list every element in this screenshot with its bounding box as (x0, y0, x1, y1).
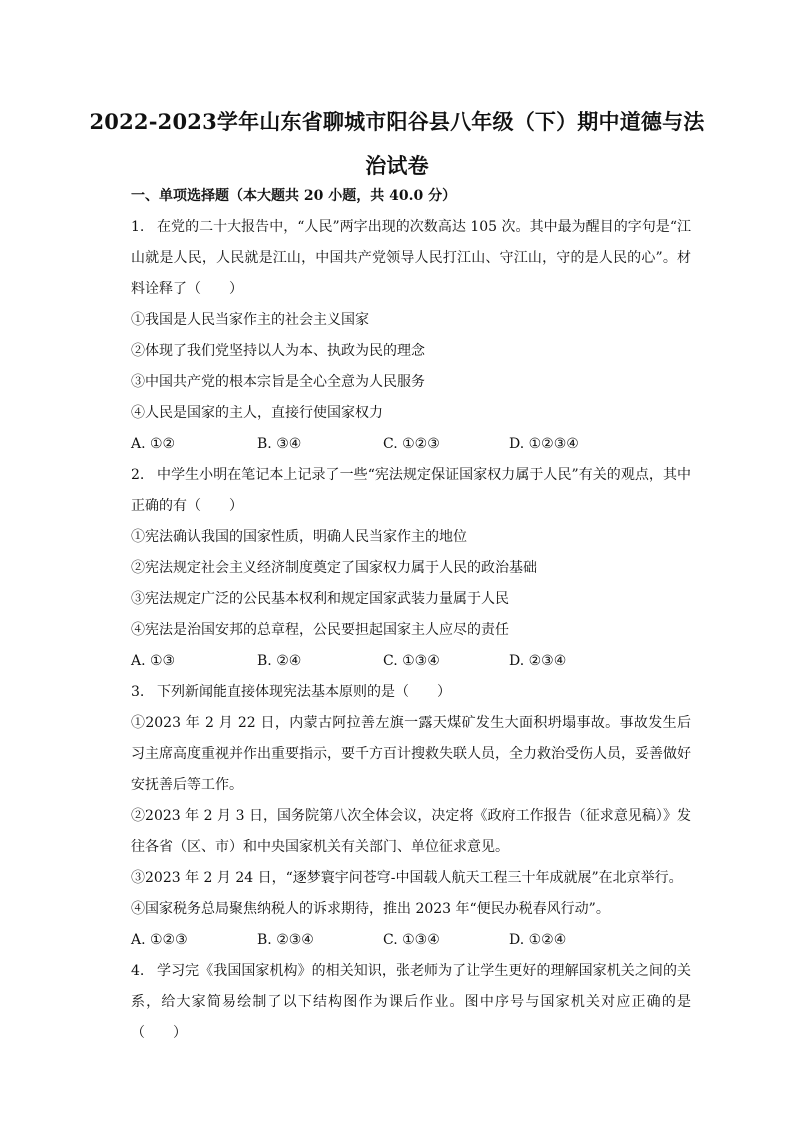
question-text: 在党的二十大报告中，“人民”两字出现的次数高达 105 次。其中最为醒目的字句是“江山就是人民，人民就是江山，中国共产党领导人民打江山、守江山，守的是人民的心”。材料诠释了（ ） (131, 219, 691, 297)
option-a: A. ①② (131, 436, 176, 452)
question-text: 下列新闻能直接体现宪法基本原则的是（ ） (157, 684, 451, 700)
option-d: D. ①②④ (509, 932, 567, 948)
statement-item: ④人民是国家的主人，直接行使国家权力 (131, 405, 383, 421)
statement-item: ④国家税务总局聚焦纳税人的诉求期待，推出 2023 年“便民办税春风行动”。 (131, 901, 610, 917)
statement-item: ①2023 年 2 月 22 日，内蒙古阿拉善左旗一露天煤矿发生大面积坍塌事故。事故发生后习主席高度重视并作出重要指示，要千方百计搜救失联人员，全力救治受伤人员，妥善做好安抚善后等工作。 (131, 715, 691, 793)
question-number: 1. (131, 219, 145, 235)
question-1 (131, 212, 691, 460)
option-d: D. ②③④ (509, 653, 567, 669)
statement-item: ①我国是人民当家作主的社会主义国家 (131, 312, 369, 328)
exam-title (0, 100, 794, 188)
question-stem (131, 956, 691, 1049)
answer-options (131, 646, 691, 677)
option-c: C. ①③④ (383, 932, 440, 948)
statement-item: ③2023 年 2 月 24 日，“逐梦寰宇问苍穹-中国载人航天工程三十年成就展”在北京举行。 (131, 870, 683, 886)
option-d: D. ①②③④ (509, 436, 579, 452)
question-2 (131, 460, 691, 677)
statement-item: ③宪法规定广泛的公民基本权利和规定国家武装力量属于人民 (131, 591, 509, 607)
question-text: 学习完《我国国家机构》的相关知识，张老师为了让学生更好的理解国家机关之间的关系，给大家简易绘制了以下结构图作为课后作业。图中序号与国家机关对应正确的是（ ） (131, 963, 691, 1041)
question-number: 4. (131, 963, 145, 979)
question-stem (131, 677, 691, 708)
exam-title-line-2: 治试卷 (365, 153, 429, 178)
option-b: B. ②③④ (257, 932, 314, 948)
statement-item: ②宪法规定社会主义经济制度奠定了国家权力属于人民的政治基础 (131, 560, 537, 576)
option-c: C. ①③④ (383, 653, 440, 669)
answer-options (131, 429, 691, 460)
option-a: A. ①③ (131, 653, 176, 669)
statement-item: ③中国共产党的根本宗旨是全心全意为人民服务 (131, 374, 425, 390)
question-text: 中学生小明在笔记本上记录了一些“宪法规定保证国家权力属于人民”有关的观点，其中正确的有（ ） (131, 467, 691, 514)
statement-item: ①宪法确认我国的国家性质，明确人民当家作主的地位 (131, 529, 467, 545)
exam-title-line-1: 2022-2023学年山东省聊城市阳谷县八年级（下）期中道德与法 (89, 109, 705, 134)
option-a: A. ①②③ (131, 932, 188, 948)
option-b: B. ③④ (257, 436, 302, 452)
question-4 (131, 956, 691, 1049)
option-b: B. ②④ (257, 653, 302, 669)
section-heading: 一、单项选择题（本大题共 20 小题，共 40.0 分） (131, 188, 457, 204)
answer-options (131, 925, 691, 956)
statement-item: ②2023 年 2 月 3 日，国务院第八次全体会议，决定将《政府工作报告（征求意见稿）》发往各省（区、市）和中央国家机关有关部门、单位征求意见。 (131, 808, 691, 855)
question-stem (131, 212, 691, 305)
questions-body (131, 212, 691, 1049)
question-number: 2. (131, 467, 145, 483)
option-c: C. ①②③ (383, 436, 440, 452)
statement-item: ④宪法是治国安邦的总章程，公民要担起国家主人应尽的责任 (131, 622, 509, 638)
question-3 (131, 677, 691, 956)
statement-item: ②体现了我们党坚持以人为本、执政为民的理念 (131, 343, 425, 359)
question-stem (131, 460, 691, 522)
question-number: 3. (131, 684, 145, 700)
